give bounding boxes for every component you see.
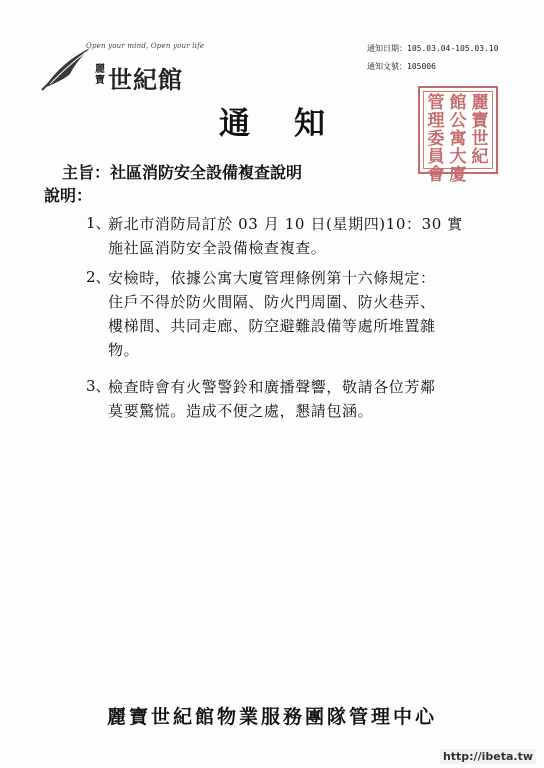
notice-doc-label: 通知文號：: [367, 62, 407, 71]
seal-char: 大: [449, 147, 467, 167]
seal-char: 寶: [471, 111, 489, 131]
item-line: 施社區消防安全設備檢查複查。: [108, 239, 327, 257]
notice-meta: [367, 40, 499, 76]
seal-char: 寓: [449, 129, 467, 149]
logo-name: 世紀館: [108, 65, 183, 94]
notice-doc-number: [367, 58, 499, 76]
item-text: [108, 266, 523, 362]
seal-char: 紀: [471, 147, 489, 167]
item-text: [108, 212, 523, 260]
item-number: 3、: [86, 377, 111, 395]
item-line: 檢查時會有火警警鈴和廣播聲響，敬請各位芳鄰: [108, 378, 436, 396]
item-text: [108, 375, 523, 423]
seal-char: 公: [449, 111, 467, 131]
notice-doc-value: 105006: [407, 62, 436, 71]
company-logo: [40, 40, 205, 96]
notice-date: [367, 40, 499, 58]
item-line: 莫要驚慌。造成不便之處，懇請包涵。: [108, 402, 374, 420]
seal-char: 館: [449, 93, 467, 113]
subject-label: 主旨：: [62, 163, 111, 182]
footer-signature: 麗寶世紀館物業服務團隊管理中心: [106, 706, 437, 728]
item-number: 2、: [86, 268, 111, 286]
page-title: 通知: [219, 106, 369, 142]
logo-tagline: Open your mind, Open your life: [86, 42, 205, 50]
logo-small-text: 麗寶: [95, 64, 105, 86]
notice-date-value: 105.03.04-105.03.10: [407, 44, 499, 53]
item-number: 1、: [86, 214, 111, 232]
seal-char: 會: [427, 165, 445, 185]
feather-icon: [40, 44, 92, 92]
seal-char: 世: [471, 129, 489, 149]
subject-row: [62, 160, 302, 183]
item-line: 新北市消防局訂於 03 月 10 日(星期四)10：30 實: [108, 215, 463, 233]
item-line: 安檢時，依據公寓大廈管理條例第十六條規定：: [108, 269, 436, 287]
subject-text: 社區消防安全設備複查說明: [110, 163, 303, 182]
seal-char: 理: [427, 111, 445, 131]
watermark: http://ibeta.tw: [440, 749, 536, 764]
item-line: 樓梯間、共同走廊、防空避難設備等處所堆置雜: [108, 317, 436, 335]
seal-char: 廈: [449, 165, 467, 185]
item-line: 住戶不得於防火間隔、防火門周圍、防火巷弄、: [108, 293, 436, 311]
seal-char: 管: [427, 93, 445, 113]
explanation-label: 說明：: [44, 186, 93, 205]
notice-date-label: 通知日期：: [367, 44, 407, 53]
item-line: 物。: [108, 341, 140, 359]
seal-char: 委: [427, 129, 445, 149]
seal-char: 員: [427, 147, 445, 167]
seal-char: 麗: [471, 93, 489, 113]
